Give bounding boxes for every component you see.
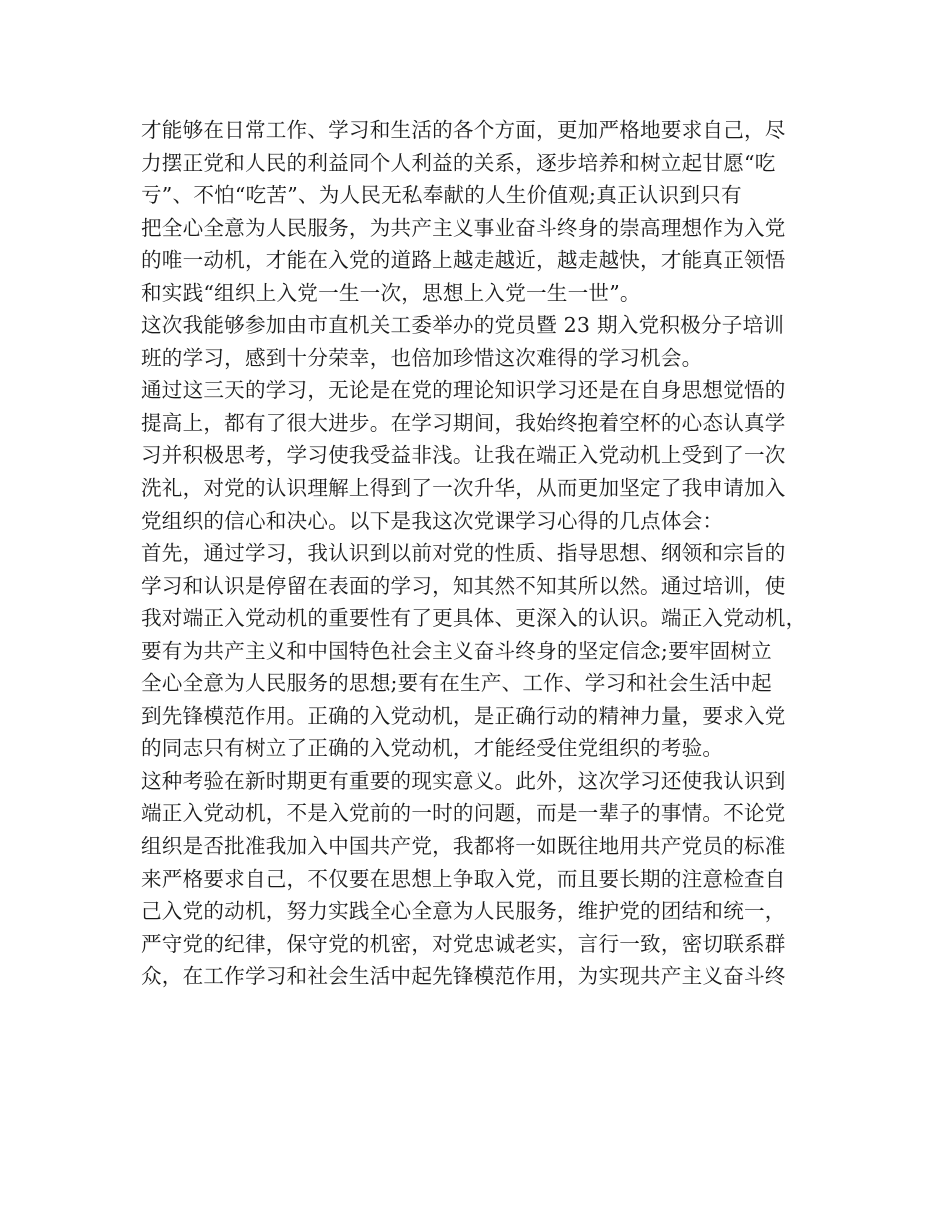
text-line: 这次我能够参加由市直机关工委举办的党员暨 23 期入党积极分子培训 xyxy=(141,313,785,338)
text-line: 首先，通过学习，我认识到以前对党的性质、指导思想、纲领和宗旨的 xyxy=(141,541,786,566)
text-line: 全心全意为人民服务的思想;要有在生产、工作、学习和社会生活中起 xyxy=(141,671,772,696)
text-line: 来严格要求自己，不仅要在思想上争取入党，而且要长期的注意检查自 xyxy=(141,866,786,891)
text-line: 把全心全意为人民服务，为共产主义事业奋斗终身的崇高理想作为入党 xyxy=(141,215,786,240)
text-line: 和实践“组织上入党一生一次，思想上入党一生一世”。 xyxy=(141,280,641,305)
text-line: 班的学习，感到十分荣幸，也倍加珍惜这次难得的学习机会。 xyxy=(141,345,703,370)
body-text xyxy=(141,114,831,993)
text-line: 端正入党动机，不是入党前的一时的问题，而是一辈子的事情。不论党 xyxy=(141,801,786,826)
text-line: 学习和认识是停留在表面的学习，知其然不知其所以然。通过培训，使 xyxy=(141,573,786,598)
text-line: 党组织的信心和决心。以下是我这次党课学习心得的几点体会： xyxy=(141,508,724,533)
text-line: 严守党的纪律，保守党的机密，对党忠诚老实，言行一致，密切联系群 xyxy=(141,931,786,956)
text-line: 洗礼，对党的认识理解上得到了一次升华，从而更加坚定了我申请加入 xyxy=(141,476,786,501)
text-line: 众，在工作学习和社会生活中起先锋模范作用，为实现共产主义奋斗终 xyxy=(141,964,786,989)
text-line: 我对端正入党动机的重要性有了更具体、更深入的认识。端正入党动机， xyxy=(141,606,807,631)
text-line: 才能够在日常工作、学习和生活的各个方面，更加严格地要求自己，尽 xyxy=(141,118,786,142)
text-line: 习并积极思考，学习使我受益非浅。让我在端正入党动机上受到了一次 xyxy=(141,443,786,468)
text-line: 的同志只有树立了正确的入党动机，才能经受住党组织的考验。 xyxy=(141,736,724,761)
text-line: 的唯一动机，才能在入党的道路上越走越近，越走越快，才能真正领悟 xyxy=(141,248,786,273)
text-line: 要有为共产主义和中国特色社会主义奋斗终身的坚定信念;要牢固树立 xyxy=(141,638,772,663)
text-line: 力摆正党和人民的利益同个人利益的关系，逐步培养和树立起甘愿“吃 xyxy=(141,150,776,175)
text-line: 亏”、不怕“吃苦”、为人民无私奉献的人生价值观;真正认识到只有 xyxy=(141,183,742,208)
text-line: 组织是否批准我加入中国共产党，我都将一如既往地用共产党员的标准 xyxy=(141,834,786,859)
text-line: 通过这三天的学习，无论是在党的理论知识学习还是在自身思想觉悟的 xyxy=(141,378,786,403)
text-line: 到先锋模范作用。正确的入党动机，是正确行动的精神力量，要求入党 xyxy=(141,703,786,728)
text-line: 己入党的动机，努力实践全心全意为人民服务，维护党的团结和统一， xyxy=(141,899,786,924)
text-line: 提高上，都有了很大进步。在学习期间，我始终抱着空杯的心态认真学 xyxy=(141,410,786,435)
text-line: 这种考验在新时期更有重要的现实意义。此外，这次学习还使我认识到 xyxy=(141,768,786,793)
